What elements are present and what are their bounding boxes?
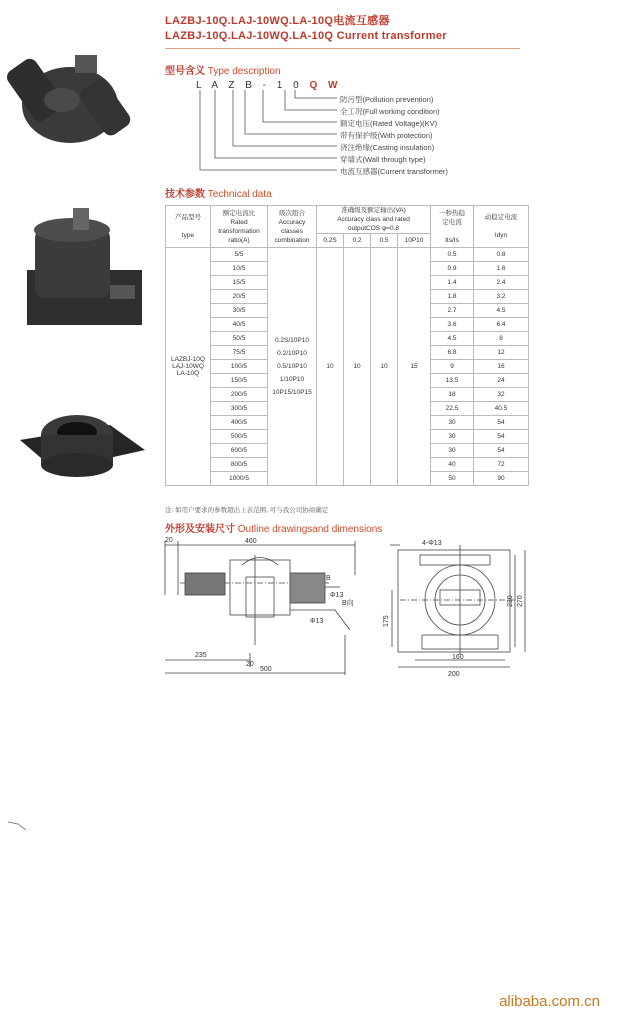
type-code-leader-lines xyxy=(195,90,345,180)
technical-data-heading: 技术参数 Technical data xyxy=(165,189,272,200)
cell-its: 9 xyxy=(431,360,474,374)
type-item-3: 额定电压(Rated Voltage)(KV) xyxy=(340,119,438,128)
product-photo-3 xyxy=(15,390,155,500)
cell-its: 1.8 xyxy=(431,290,474,304)
watermark: alibaba.com.cn xyxy=(499,993,600,1010)
cell-ratio: 600/5 xyxy=(211,444,268,458)
table-note: 注: 如用户要求的参数超出上表范围, 可与我公司协商确定 xyxy=(165,507,329,514)
dim-175: 175 xyxy=(383,615,390,627)
header-accuracy: 准确级及额定输出(VA) Accuracy class and rated outputCOS φ=0.8 xyxy=(317,206,431,234)
cell-idyn: 1.6 xyxy=(474,262,529,276)
dim-235: 235 xyxy=(195,652,207,659)
cell-its: 22.5 xyxy=(431,402,474,416)
dim-500: 500 xyxy=(260,666,272,673)
cell-ratio: 75/5 xyxy=(211,346,268,360)
cell-idyn: 54 xyxy=(474,416,529,430)
cell-its: 30 xyxy=(431,430,474,444)
cell-its: 1.4 xyxy=(431,276,474,290)
cell-its: 13.5 xyxy=(431,374,474,388)
type-item-6: 穿墙式(Wall through type) xyxy=(340,155,426,164)
header-idyn: 动稳定电流 Idyn xyxy=(474,206,529,248)
dim-460: 460 xyxy=(245,538,257,545)
type-item-7: 电流互感器(Current transformer) xyxy=(340,167,448,176)
label-b: B xyxy=(326,575,331,582)
title-english: LAZBJ-10Q.LAJ-10WQ.LA-10Q Current transformer xyxy=(165,30,447,42)
cell-its: 6.8 xyxy=(431,346,474,360)
cell-its: 30 xyxy=(431,416,474,430)
cell-its: 0.5 xyxy=(431,248,474,262)
cell-type-names: LAZBJ-10Q LAJ-10WQ LA-10Q xyxy=(166,248,211,486)
outline-heading: 外形及安装尺寸 Outline drawingsand dimensions xyxy=(165,524,383,535)
cell-its: 30 xyxy=(431,444,474,458)
dim-4phi13: 4-Φ13 xyxy=(422,540,442,547)
type-item-2: 全工况(Full working condition) xyxy=(340,107,440,116)
cell-idyn: 3.2 xyxy=(474,290,529,304)
cell-ratio: 20/5 xyxy=(211,290,268,304)
cell-its: 0.9 xyxy=(431,262,474,276)
technical-data-table: 产品型号 type 额定电流比 Rated transformation ratio(A) 级次组合 Accuracy classes combination 准确级及额定输出(VA) Accuracy class and rated outputCOS φ=0.8 一秒热稳 定电流 Its/Is 动稳定电流 Idyn 0.2S 0.2 0.5 10P10 LAZBJ-10Q LAJ-10WQ LA-10Q 5/5 0.2S/10P10 0.2/10P10 0.5/10P10 1/10P10 10P15/10P15 10 10 10 15 0.5 0.8 10/5 0.9 1.6 15/5 1.4 2.4 20/5 1.8 3.2 30/5 2.7 4.5 40/5 3.6 6.4 50/5 4.5 8 75/5 6.8 12 100/5 9 16 150/5 13.5 24 200/5 18 32 300/5 22.5 40.5 400/5 30 54 500/5 30 54 600/5 30 54 800/5 40 72 1000/5 50 90 xyxy=(165,205,529,486)
cell-its: 2.7 xyxy=(431,304,474,318)
type-item-1: 防污型(Pollution prevention) xyxy=(340,95,434,104)
cell-idyn: 4.5 xyxy=(474,304,529,318)
cell-output-0: 10 xyxy=(317,248,344,486)
header-type: 产品型号 type xyxy=(166,206,211,248)
type-code: L A Z B - 1 0 Q W xyxy=(196,80,342,91)
header-its: 一秒热稳 定电流 Its/Is xyxy=(431,206,474,248)
header-ratio: 额定电流比 Rated transformation ratio(A) xyxy=(211,206,268,248)
cell-idyn: 8 xyxy=(474,332,529,346)
label-b-view: B向 xyxy=(342,600,354,607)
cell-idyn: 90 xyxy=(474,472,529,486)
type-item-4: 带有保护级(With protection) xyxy=(340,131,433,140)
cell-ratio: 30/5 xyxy=(211,304,268,318)
title-divider xyxy=(165,48,520,49)
dim-phi13-b: Φ13 xyxy=(310,618,324,625)
cell-idyn: 54 xyxy=(474,430,529,444)
cell-ratio: 200/5 xyxy=(211,388,268,402)
dim-270: 270 xyxy=(517,595,524,607)
cell-ratio: 500/5 xyxy=(211,430,268,444)
cell-idyn: 24 xyxy=(474,374,529,388)
cell-ratio: 10/5 xyxy=(211,262,268,276)
cell-its: 18 xyxy=(431,388,474,402)
cell-idyn: 16 xyxy=(474,360,529,374)
dim-20b: 20 xyxy=(246,661,254,668)
cell-ratio: 5/5 xyxy=(211,248,268,262)
dim-230: 230 xyxy=(507,595,514,607)
cell-output-2: 10 xyxy=(371,248,398,486)
dim-20: 20 xyxy=(165,537,173,544)
cell-ratio: 400/5 xyxy=(211,416,268,430)
type-item-5: 浇注绝缘(Casting insulation) xyxy=(340,143,435,152)
technical-data-rows xyxy=(166,248,529,486)
cell-ratio: 300/5 xyxy=(211,402,268,416)
dim-phi13-a: Φ13 xyxy=(330,592,344,599)
cell-combinations: 0.2S/10P10 0.2/10P10 0.5/10P10 1/10P10 10P15/10P15 xyxy=(268,248,317,486)
title-chinese: LAZBJ-10Q.LAJ-10WQ.LA-10Q电流互感器 xyxy=(165,15,390,27)
cell-idyn: 0.8 xyxy=(474,248,529,262)
cell-ratio: 800/5 xyxy=(211,458,268,472)
product-photo-1 xyxy=(0,45,150,155)
cell-ratio: 150/5 xyxy=(211,374,268,388)
cell-idyn: 2.4 xyxy=(474,276,529,290)
cell-its: 40 xyxy=(431,458,474,472)
outline-drawing xyxy=(160,535,530,680)
cell-its: 50 xyxy=(431,472,474,486)
cell-idyn: 40.5 xyxy=(474,402,529,416)
cell-its: 4.5 xyxy=(431,332,474,346)
cell-output-3: 15 xyxy=(398,248,431,486)
cell-ratio: 100/5 xyxy=(211,360,268,374)
table-row xyxy=(166,248,529,262)
decorative-mark xyxy=(6,818,28,832)
cell-ratio: 50/5 xyxy=(211,332,268,346)
cell-its: 3.6 xyxy=(431,318,474,332)
cell-idyn: 72 xyxy=(474,458,529,472)
cell-idyn: 32 xyxy=(474,388,529,402)
cell-idyn: 6.4 xyxy=(474,318,529,332)
cell-idyn: 54 xyxy=(474,444,529,458)
cell-idyn: 12 xyxy=(474,346,529,360)
product-photo-2 xyxy=(15,200,155,340)
dim-200: 200 xyxy=(448,671,460,678)
type-description-heading: 型号含义 Type description xyxy=(165,66,281,77)
cell-output-1: 10 xyxy=(344,248,371,486)
header-combination: 级次组合 Accuracy classes combination xyxy=(268,206,317,248)
cell-ratio: 15/5 xyxy=(211,276,268,290)
dim-160: 160 xyxy=(452,654,464,661)
cell-ratio: 40/5 xyxy=(211,318,268,332)
cell-ratio: 1000/5 xyxy=(211,472,268,486)
